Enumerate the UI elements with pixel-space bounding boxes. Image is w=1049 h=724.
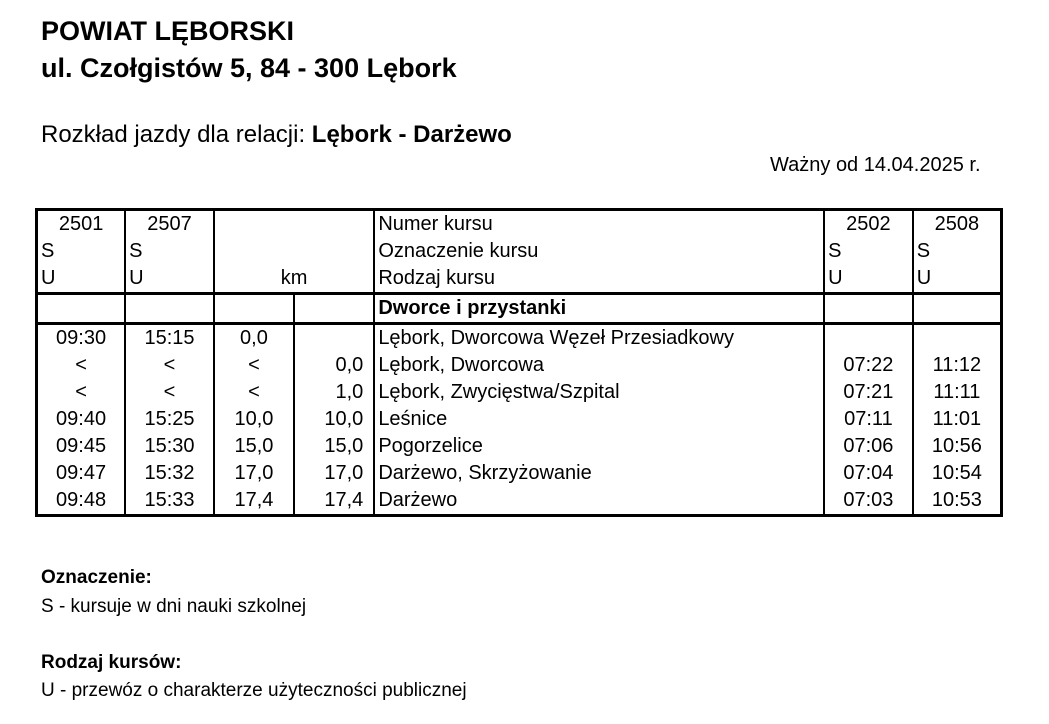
- distance-km-back: [294, 324, 374, 353]
- departure-time-out-2: 15:30: [125, 433, 214, 460]
- org-address: ul. Czołgistów 5, 84 - 300 Lębork: [41, 53, 457, 83]
- departure-time-back-1: 07:06: [824, 433, 913, 460]
- departure-time-back-2: 10:54: [913, 460, 1002, 487]
- course-number-out-2: 2507: [125, 210, 214, 239]
- departure-time-back-1: [824, 324, 913, 353]
- stop-name: Darżewo: [374, 487, 824, 516]
- section-blank-6: [824, 294, 913, 324]
- distance-km-back: 17,0: [294, 460, 374, 487]
- stop-row: [37, 352, 1002, 379]
- legend-mark-title: Oznaczenie:: [41, 567, 152, 588]
- stop-name: Lębork, Dworcowa Węzeł Przesiadkowy: [374, 324, 824, 353]
- departure-time-out-2: <: [125, 379, 214, 406]
- stop-name: Lębork, Dworcowa: [374, 352, 824, 379]
- relation-label: Rozkład jazdy dla relacji:: [41, 121, 306, 148]
- departure-time-out-1: <: [75, 354, 87, 376]
- departure-time-out-1: 09:30: [56, 327, 107, 349]
- departure-time-back-2: 10:56: [913, 433, 1002, 460]
- departure-time-back-2: 11:01: [913, 406, 1002, 433]
- departure-time-out-1: 09:48: [56, 489, 107, 511]
- row-label-course-mark: Oznaczenie kursu: [374, 238, 824, 265]
- departure-time-back-1: 07:11: [824, 406, 913, 433]
- distance-km-out: 15,0: [214, 433, 294, 460]
- course-type-back-1: U: [824, 265, 913, 294]
- section-blank-2: [125, 294, 214, 324]
- distance-km-out: 17,4: [214, 487, 294, 516]
- departure-time-out-2: 15:25: [125, 406, 214, 433]
- departure-time-back-2: [913, 324, 1002, 353]
- distance-km-back: 0,0: [294, 352, 374, 379]
- course-mark-back-1: S: [824, 238, 913, 265]
- stop-name: Leśnice: [374, 406, 824, 433]
- relation-name: Lębork - Darżewo: [311, 121, 512, 148]
- km-header-blank-2: [214, 238, 374, 265]
- distance-km-back: 1,0: [294, 379, 374, 406]
- stop-row: [37, 460, 1002, 487]
- departure-time-back-2: 11:12: [913, 352, 1002, 379]
- departure-time-back-1: 07:03: [824, 487, 913, 516]
- legend-type-text: U - przewóz o charakterze użyteczności publicznej: [41, 680, 467, 701]
- relation-heading: [41, 121, 512, 149]
- km-header: km: [214, 265, 374, 294]
- departure-time-out-2: 15:32: [125, 460, 214, 487]
- course-mark-out-2: S: [125, 238, 214, 265]
- timetable: [35, 208, 1003, 517]
- km-header-blank: [214, 210, 374, 239]
- departure-time-back-2: 10:53: [913, 487, 1002, 516]
- departure-time-out-2: 15:33: [125, 487, 214, 516]
- section-blank-1: [37, 294, 126, 324]
- distance-km-back: 15,0: [294, 433, 374, 460]
- course-number-back-1: 2502: [824, 210, 913, 239]
- org-title: POWIAT LĘBORSKI: [41, 16, 294, 46]
- stop-name: Pogorzelice: [374, 433, 824, 460]
- departure-time-out-1: 09:47: [56, 462, 107, 484]
- departure-time-back-2: 11:11: [913, 379, 1002, 406]
- distance-km-out: <: [214, 379, 294, 406]
- stop-row: [37, 379, 1002, 406]
- course-number-out-1: 2501: [58, 213, 104, 235]
- distance-km-out: 10,0: [214, 406, 294, 433]
- row-label-course-type: Rodzaj kursu: [374, 265, 824, 294]
- departure-time-out-2: 15:15: [125, 324, 214, 353]
- distance-km-out: 17,0: [214, 460, 294, 487]
- distance-km-out: <: [214, 352, 294, 379]
- departure-time-out-1: 09:40: [56, 408, 107, 430]
- stop-row: [37, 433, 1002, 460]
- course-mark-back-2: S: [913, 238, 1002, 265]
- course-type-out-1: U: [37, 265, 126, 294]
- stop-row: [37, 324, 1002, 353]
- course-number-back-2: 2508: [913, 210, 1002, 239]
- valid-from: Ważny od 14.04.2025 r.: [770, 154, 981, 176]
- course-type-back-2: U: [913, 265, 1002, 294]
- departure-time-out-1: 09:45: [56, 435, 107, 457]
- section-stops-label: Dworce i przystanki: [374, 294, 824, 324]
- row-label-course-number: Numer kursu: [374, 210, 824, 239]
- distance-km-back: 17,4: [294, 487, 374, 516]
- course-type-out-2: U: [125, 265, 214, 294]
- section-blank-4: [294, 294, 374, 324]
- departure-time-back-1: 07:04: [824, 460, 913, 487]
- section-blank-7: [913, 294, 1002, 324]
- stop-row: [37, 487, 1002, 516]
- stop-name: Lębork, Zwycięstwa/Szpital: [374, 379, 824, 406]
- course-mark-out-1: S: [41, 240, 55, 262]
- stop-name: Darżewo, Skrzyżowanie: [374, 460, 824, 487]
- stop-row: [37, 406, 1002, 433]
- departure-time-back-1: 07:22: [824, 352, 913, 379]
- legend-mark-text: S - kursuje w dni nauki szkolnej: [41, 596, 307, 617]
- legend-type-title: Rodzaj kursów:: [41, 652, 182, 673]
- departure-time-out-1: <: [75, 381, 87, 403]
- distance-km-out: 0,0: [214, 324, 294, 353]
- departure-time-back-1: 07:21: [824, 379, 913, 406]
- distance-km-back: 10,0: [294, 406, 374, 433]
- departure-time-out-2: <: [125, 352, 214, 379]
- section-blank-3: [214, 294, 294, 324]
